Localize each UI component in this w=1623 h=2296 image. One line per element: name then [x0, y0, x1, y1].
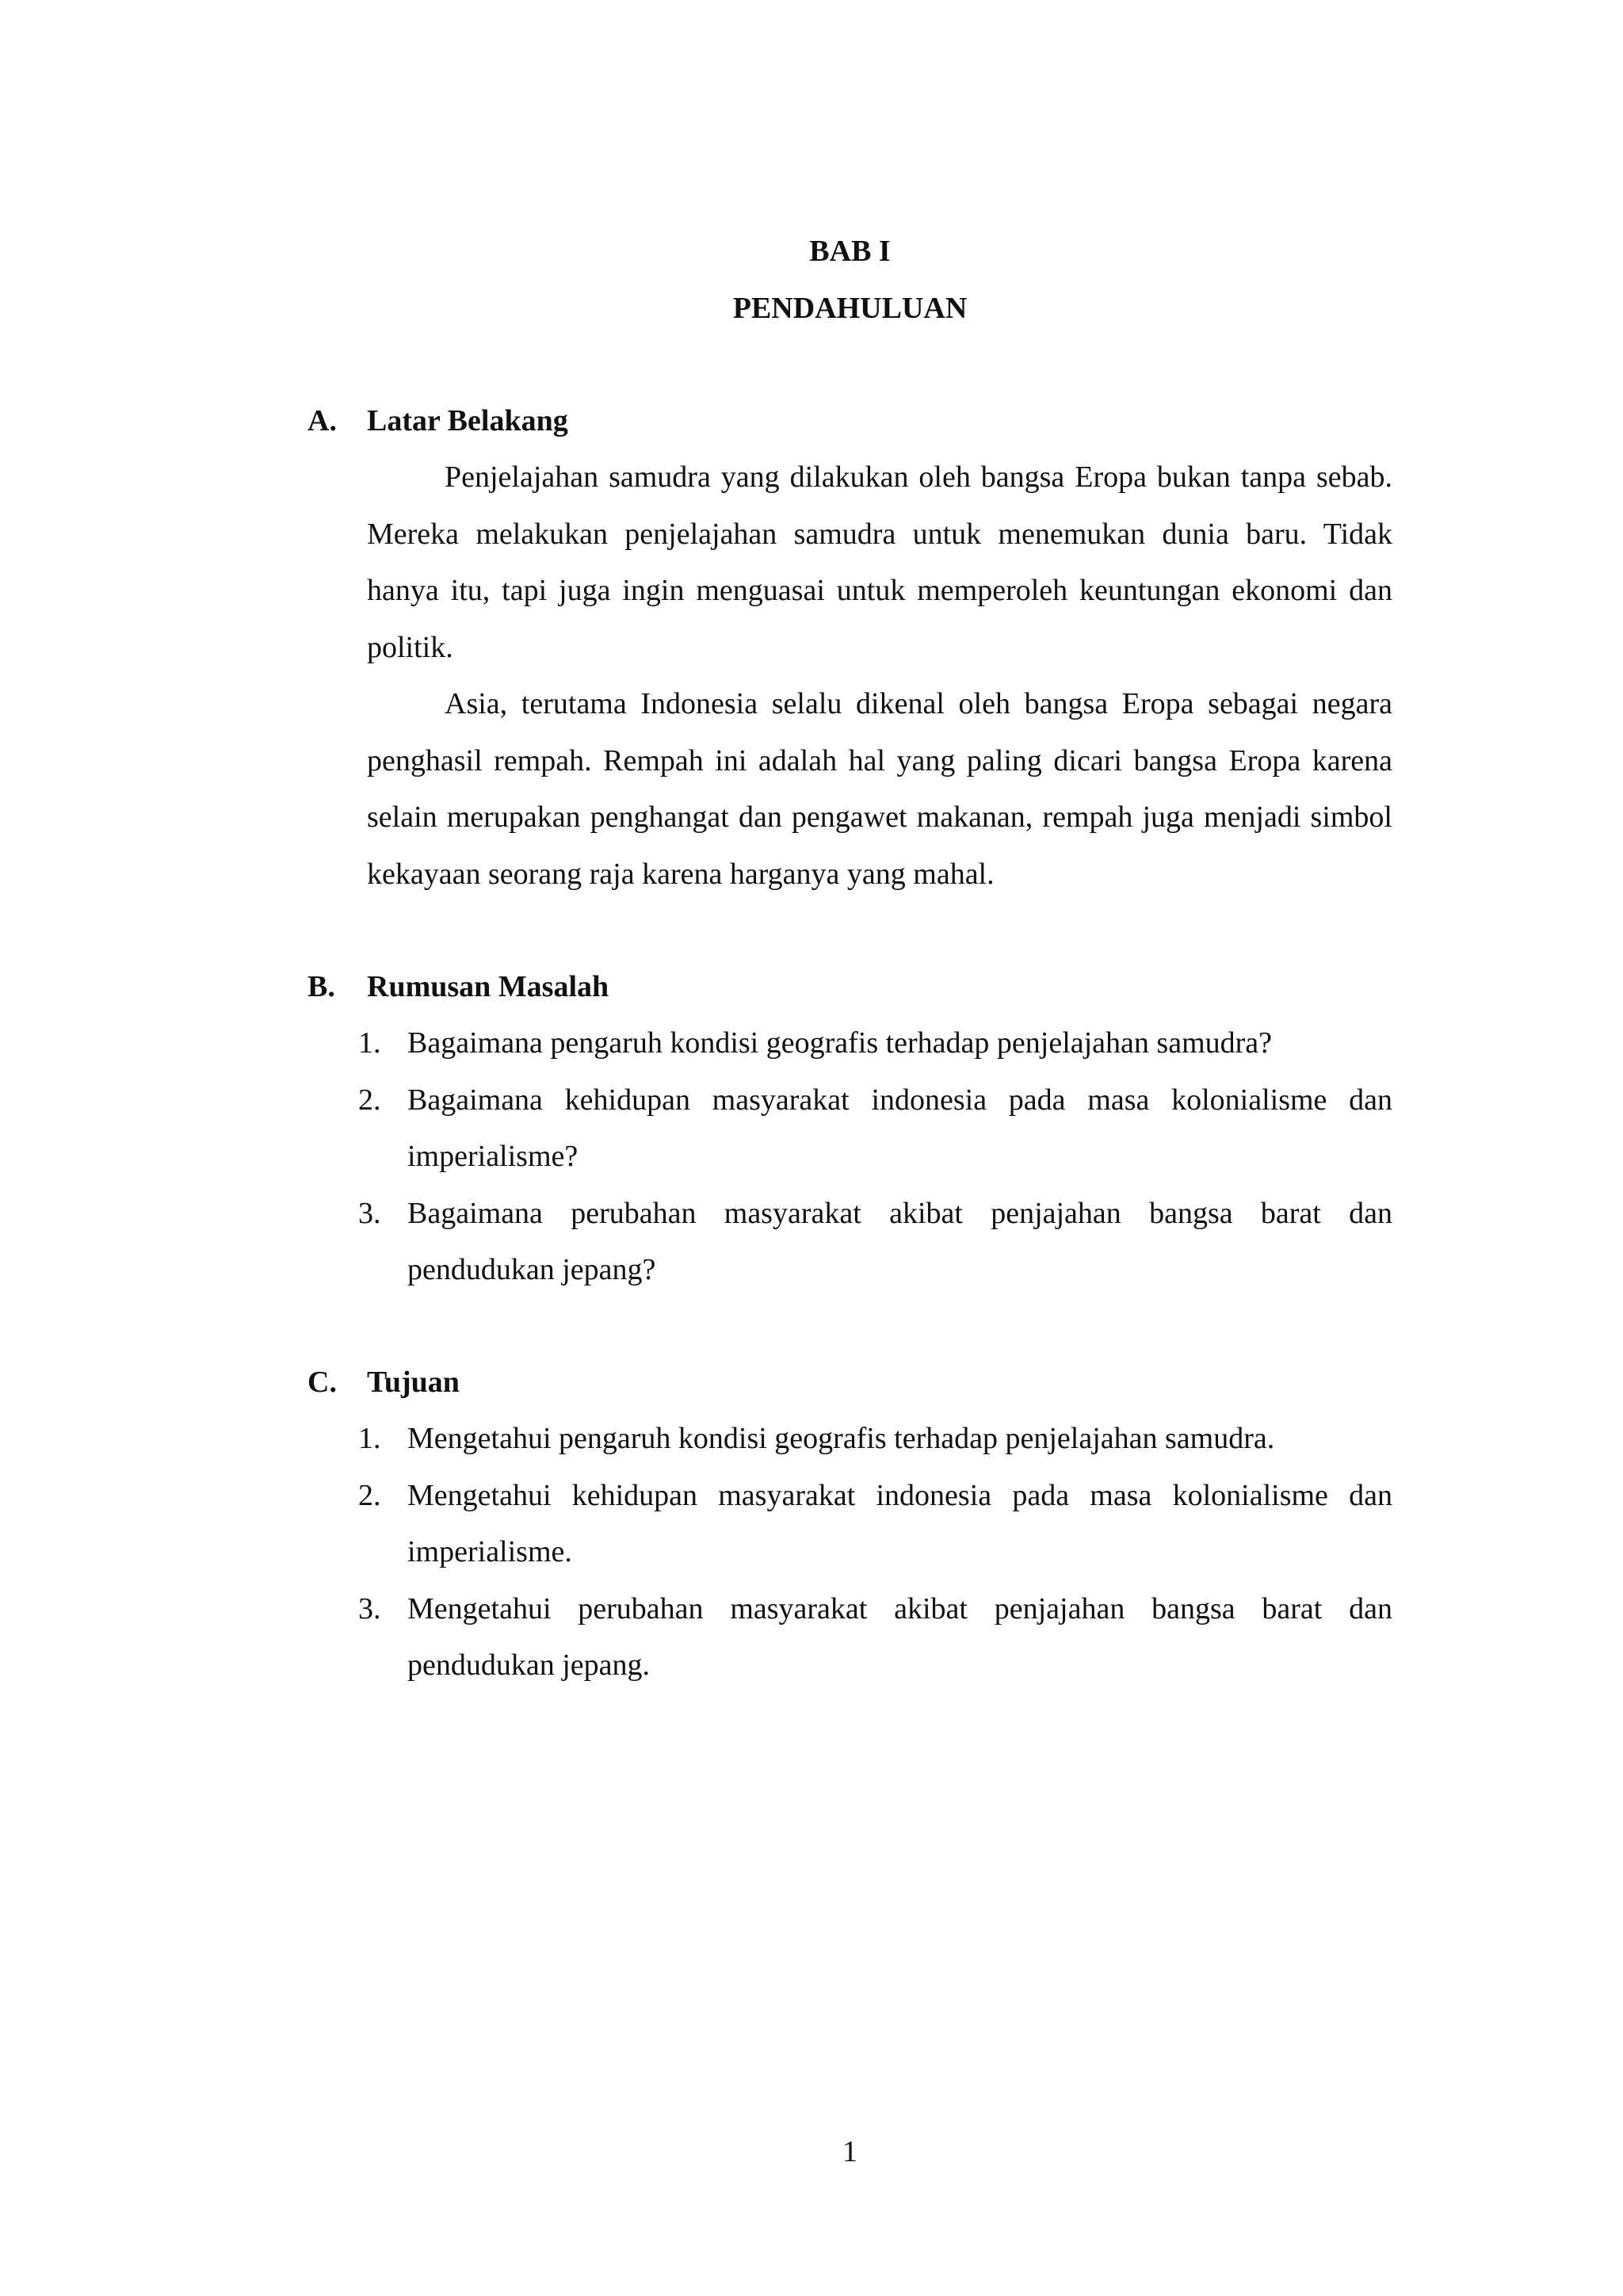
section-heading-latar-belakang — [307, 406, 568, 436]
page-number: 1 — [842, 2135, 857, 2168]
list-item — [353, 1015, 1392, 1072]
paragraph: Penjelajahan samudra yang dilakukan oleh bangsa Eropa bukan tanpa sebab. Mereka melakukan penjelajahan samudra untuk menemukan dunia baru. Tidak hanya itu, tapi juga ingin menguasai untuk memperoleh keuntungan ekonomi dan politik. — [367, 460, 1392, 664]
section-heading-rumusan-masalah — [307, 972, 609, 1002]
list-number: 2. — [358, 1478, 381, 1512]
section-heading-tujuan — [307, 1367, 460, 1397]
paragraph: Asia, terutama Indonesia selalu dikenal oleh bangsa Eropa sebagai negara penghasil rempah. Rempah ini adalah hal yang paling dicari bangsa Eropa karena selain merupakan penghangat dan pengawet makanan, rempah juga menjadi simbol kekayaan seorang raja karena harganya yang mahal. — [367, 687, 1392, 891]
list-number: 1. — [358, 1422, 381, 1455]
section-letter: C. — [307, 1366, 337, 1399]
list-number: 2. — [358, 1083, 381, 1117]
list-text: Bagaimana kehidupan masyarakat indonesia pada masa kolonialisme dan imperialisme? — [407, 1083, 1392, 1173]
section-title: Rumusan Masalah — [367, 970, 609, 1003]
list-number: 3. — [358, 1591, 381, 1626]
list-item — [353, 1072, 1392, 1186]
list-item — [353, 1581, 1392, 1694]
list-text: Mengetahui perubahan masyarakat akibat penjajahan bangsa barat dan pendudukan jepang. — [407, 1591, 1392, 1682]
list-item — [353, 1468, 1392, 1581]
section-letter: B. — [307, 970, 335, 1003]
list-number: 3. — [358, 1196, 381, 1230]
list-text: Mengetahui kehidupan masyarakat indonesia pada masa kolonialisme dan imperialisme. — [407, 1478, 1392, 1568]
objective-list — [353, 1411, 1392, 1694]
problem-list — [353, 1015, 1392, 1299]
chapter-title: PENDAHULUAN — [732, 292, 968, 325]
list-item — [353, 1186, 1392, 1299]
list-text: Bagaimana perubahan masyarakat akibat penjajahan bangsa barat dan pendudukan jepang? — [407, 1196, 1392, 1286]
list-text: Mengetahui pengaruh kondisi geografis terhadap penjelajahan samudra. — [407, 1422, 1275, 1455]
section-letter: A. — [307, 404, 337, 437]
section-title: Tujuan — [367, 1366, 460, 1399]
chapter-number: BAB I — [809, 235, 891, 268]
section-title: Latar Belakang — [367, 404, 568, 437]
list-text: Bagaimana pengaruh kondisi geografis terhadap penjelajahan samudra? — [407, 1026, 1273, 1060]
list-number: 1. — [358, 1026, 381, 1060]
list-item — [353, 1411, 1392, 1468]
